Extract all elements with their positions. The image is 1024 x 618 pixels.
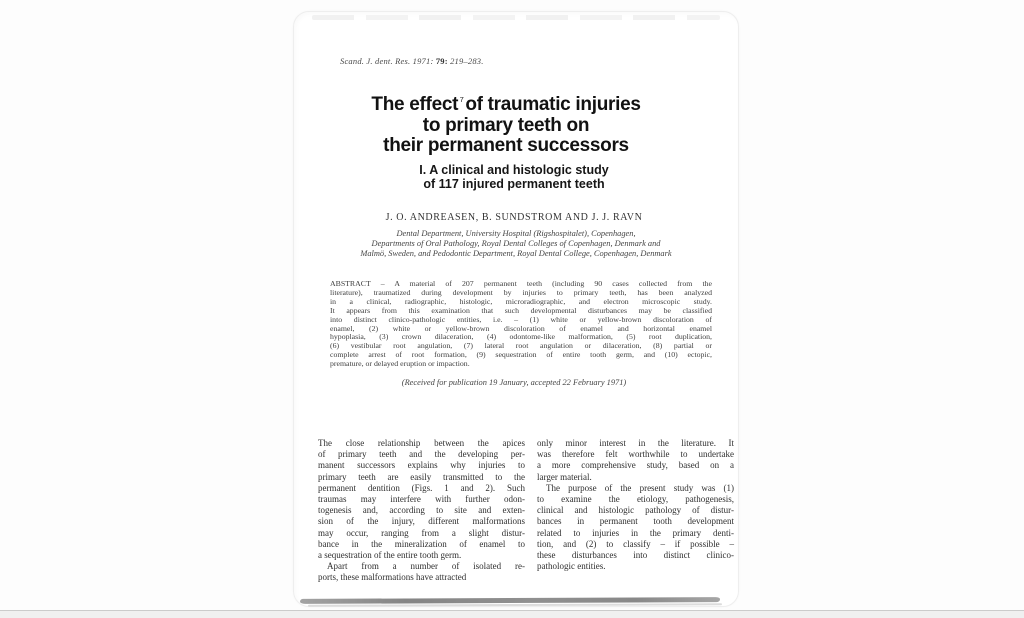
text-line: The purpose of the present study was (1)	[546, 482, 734, 493]
text-line: into distinct clinico-pathologic entities, i.e. – (1) white or yellow-brown discoloration of	[330, 314, 712, 324]
article-subtitle	[294, 163, 734, 191]
text-line: a sequestration of the entire tooth germ.	[318, 550, 462, 561]
text-line: bances in permanent tooth development	[537, 516, 734, 527]
scan-edge-artifact-top	[312, 15, 720, 20]
text-line: enamel, (2) white or yellow-brown discoloration of enamel and horizontal enamel	[330, 323, 712, 333]
text-line: hypoplasia, (3) crown dilaceration, (4) odontome-like malformation, (5) root duplication,	[330, 332, 712, 342]
scanned-paper-page	[293, 11, 739, 607]
text-line: Apart from a number of isolated re-	[327, 561, 525, 572]
print-artifact: 7	[459, 95, 464, 104]
article-subtitle-line-1: I. A clinical and histologic study	[419, 163, 609, 177]
text-line: sion of the injury, different malformations	[318, 516, 525, 527]
text-line: togenesis and, according to site and exten-	[318, 505, 525, 516]
affiliation-block	[314, 229, 718, 259]
text-line: these disturbances into distinct clinico-	[537, 550, 734, 561]
journal-citation	[340, 56, 484, 66]
scan-edge-shadow-bottom-light	[308, 603, 722, 606]
body-column-left	[318, 438, 525, 584]
article-title-line-2: to primary teeth on	[422, 114, 590, 136]
text-line: traumas may interfere with further odon-	[318, 494, 525, 505]
text-line: pathologic entities.	[537, 561, 606, 572]
title-text: of traumatic injuries	[465, 94, 641, 115]
text-line: complete arrest of root formation, (9) sequestration of entire tooth germ, and (10) ectopic,	[330, 350, 712, 360]
article-title-line-3: their permanent successors	[383, 135, 629, 156]
text-line: a more comprehensive study, based on a	[537, 460, 734, 471]
text-line: of primary teeth and the developing per-	[318, 449, 525, 460]
text-line: primary teeth are easily transmitted to the	[318, 471, 525, 482]
text-line: to examine the etiology, pathogenesis,	[537, 494, 734, 505]
text-line: It appears from this examination that such developmental disturbances may be classified	[330, 305, 712, 315]
text-line: clinical and histologic pathology of distur-	[537, 505, 734, 516]
text-line: Dental Department, University Hospital (Rigshospitalet), Copenhagen,	[396, 229, 636, 238]
abstract-block	[330, 280, 712, 369]
article-title-line-1	[294, 90, 718, 116]
text-line: only minor interest in the literature. It	[537, 438, 734, 448]
text-line: (6) vestibular root angulation, (7) lateral root angulation or dilaceration, (8) partial or	[330, 341, 712, 351]
journal-pages: 219–283.	[447, 56, 484, 66]
title-text: The effect	[371, 94, 459, 115]
text-line: larger material.	[537, 471, 592, 482]
received-accepted-line: (Received for publication 19 January, accepted 22 February 1971)	[401, 378, 627, 387]
text-line: ABSTRACT – A material of 207 permanent teeth (including 90 cases collected from the	[330, 279, 712, 288]
text-line: was therefore felt worthwhile to undertake	[537, 449, 734, 460]
text-line: Malmö, Sweden, and Pedodontic Department, Royal Dental College, Copenhagen, Denmark	[360, 249, 672, 258]
article-title	[294, 90, 718, 157]
text-line: related to injuries in the primary denti-	[537, 527, 734, 538]
text-line: manent successors explains why injuries to	[318, 460, 525, 471]
text-line: Departments of Oral Pathology, Royal Dental Colleges of Copenhagen, Denmark and	[371, 239, 661, 248]
body-column-right	[537, 438, 734, 572]
journal-volume: 79:	[435, 56, 448, 66]
article-subtitle-line-2: of 117 injured permanent teeth	[423, 177, 605, 191]
text-line: literature), traumatized during development by injuries to primary teeth, has been analyzed	[330, 287, 712, 297]
text-line: ports, these malformations have attracted	[318, 572, 467, 583]
authors-line: J. O. ANDREASEN, B. SUNDSTROM AND J. J. RAVN	[385, 212, 643, 223]
text-line: bance in the mineralization of enamel to	[318, 538, 525, 549]
text-line: tion, and (2) to classify – if possible –	[537, 538, 734, 549]
text-line: The close relationship between the apices	[318, 438, 525, 448]
text-line: premature, or delayed eruption or impaction.	[330, 359, 470, 369]
journal-citation-prefix: Scand. J. dent. Res. 1971:	[340, 56, 436, 66]
text-line: permanent dentition (Figs. 1 and 2). Such	[318, 482, 525, 493]
text-line: may occur, ranging from a slight distur-	[318, 527, 525, 538]
text-line: in a clinical, radiographic, histologic, microradiographic, and electron microscopic study.	[330, 296, 712, 306]
